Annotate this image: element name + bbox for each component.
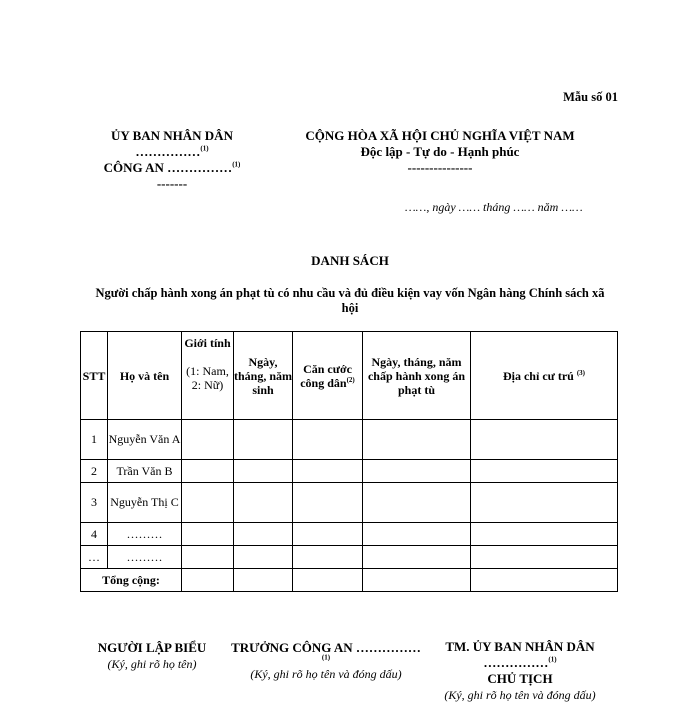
cell-name: Nguyễn Văn A	[108, 420, 182, 460]
cell-dob	[234, 420, 293, 460]
header-id	[293, 332, 363, 420]
cell-gender	[182, 420, 234, 460]
cell-dob	[234, 546, 293, 569]
cell-gender	[182, 483, 234, 523]
header-id-label: Căn cước công dân	[300, 361, 352, 390]
cell-stt: 1	[81, 420, 108, 460]
national-title: CỘNG HÒA XÃ HỘI CHỦ NGHĨA VIỆT NAM	[305, 128, 575, 143]
cell-gender	[182, 460, 234, 483]
date-line: ……, ngày …… tháng …… năm ……	[405, 200, 583, 214]
national-motto: Độc lập - Tự do - Hạnh phúc	[360, 144, 520, 159]
cell-dob	[234, 523, 293, 546]
cell-id	[293, 546, 363, 569]
cell-release-date	[363, 546, 471, 569]
signature-police	[218, 639, 434, 683]
header-address-label: Địa chỉ cư trú	[502, 368, 574, 383]
left-header	[92, 128, 252, 192]
header-release-date: Ngày, tháng, năm chấp hành xong án phạt tù	[363, 332, 471, 420]
committee-note: (Ký, ghi rõ họ tên và đóng dấu)	[444, 688, 596, 702]
police-title: TRƯỞNG CÔNG AN ……………	[231, 640, 421, 655]
document-subtitle: Người chấp hành xong án phạt tù có nhu cầu và đủ điều kiện vay vốn Ngân hàng Chính sách xã hội	[95, 286, 605, 315]
cell-dob	[234, 569, 293, 592]
committee-line2-text: ……………	[483, 655, 549, 670]
cell-name: ………	[108, 546, 182, 569]
cell-id	[293, 420, 363, 460]
form-number: Mẫu số 01	[563, 90, 618, 104]
cell-name: Nguyễn Thị C	[108, 483, 182, 523]
cell-address	[471, 420, 618, 460]
right-header	[280, 128, 600, 176]
table-row	[81, 523, 618, 546]
cell-address	[471, 460, 618, 483]
table-row	[81, 420, 618, 460]
cell-name: ………	[108, 523, 182, 546]
committee-title2: CHỦ TỊCH	[487, 671, 553, 686]
table-row	[81, 460, 618, 483]
header-stt: STT	[81, 332, 108, 420]
police-title-sup: (1)	[321, 653, 331, 662]
cell-id	[293, 523, 363, 546]
list-table	[80, 331, 618, 592]
cell-stt: …	[81, 546, 108, 569]
left-header-line3-text: CÔNG AN ……………	[103, 160, 233, 175]
cell-id	[293, 569, 363, 592]
signature-committee	[424, 639, 616, 703]
cell-address	[471, 569, 618, 592]
cell-release-date	[363, 523, 471, 546]
preparer-title: NGƯỜI LẬP BIỂU	[97, 640, 207, 655]
left-header-divider: -------	[156, 176, 188, 191]
cell-stt: 4	[81, 523, 108, 546]
table-total-row	[81, 569, 618, 592]
table-header-row	[81, 332, 618, 420]
left-header-line2	[92, 144, 252, 160]
header-dob: Ngày, tháng, năm sinh	[234, 332, 293, 420]
header-id-sup: (2)	[346, 375, 355, 384]
document-title: DANH SÁCH	[311, 253, 389, 268]
cell-id	[293, 483, 363, 523]
police-note: (Ký, ghi rõ họ tên và đóng dấu)	[250, 667, 402, 681]
left-header-line2-sup: (1)	[200, 144, 209, 153]
cell-release-date	[363, 483, 471, 523]
cell-release-date	[363, 460, 471, 483]
header-gender-label: Giới tính	[184, 336, 231, 350]
committee-line2	[424, 655, 616, 671]
cell-dob	[234, 483, 293, 523]
cell-address	[471, 483, 618, 523]
cell-stt: 3	[81, 483, 108, 523]
header-gender	[182, 332, 234, 420]
cell-id	[293, 460, 363, 483]
cell-address	[471, 523, 618, 546]
signature-preparer	[84, 639, 220, 673]
left-header-line2-text: ……………	[135, 144, 201, 159]
cell-dob	[234, 460, 293, 483]
cell-gender	[182, 546, 234, 569]
cell-gender	[182, 569, 234, 592]
cell-gender	[182, 523, 234, 546]
cell-stt: 2	[81, 460, 108, 483]
cell-release-date	[363, 569, 471, 592]
header-address-sup: (3)	[576, 368, 586, 377]
table-row	[81, 483, 618, 523]
cell-release-date	[363, 420, 471, 460]
cell-address	[471, 546, 618, 569]
committee-title: TM. ỦY BAN NHÂN DÂN	[445, 639, 595, 654]
header-name: Họ và tên	[108, 332, 182, 420]
preparer-note: (Ký, ghi rõ họ tên)	[107, 657, 197, 671]
left-header-line3-sup: (1)	[232, 160, 241, 169]
table-row	[81, 546, 618, 569]
cell-name: Trần Văn B	[108, 460, 182, 483]
header-address	[471, 332, 618, 420]
committee-line2-sup: (1)	[548, 655, 557, 664]
left-header-line1: ỦY BAN NHÂN DÂN	[111, 128, 233, 143]
header-gender-note: (1: Nam, 2: Nữ)	[186, 364, 229, 392]
total-label: Tổng cộng:	[81, 569, 182, 592]
right-header-divider: ---------------	[407, 160, 473, 175]
police-sup-line	[218, 653, 434, 666]
left-header-line3	[92, 160, 252, 176]
